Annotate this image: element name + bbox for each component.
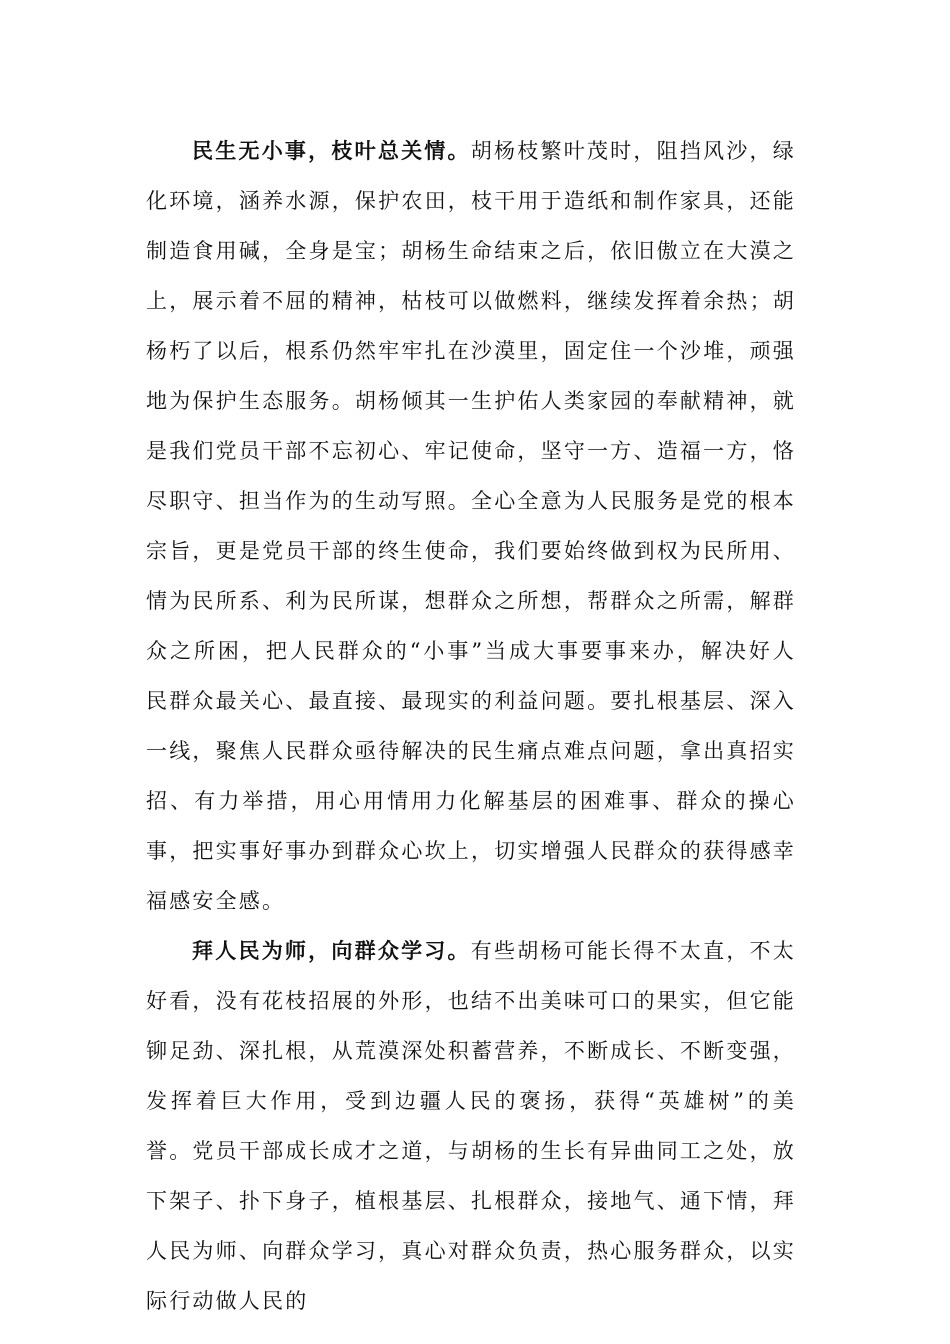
document-body <box>146 126 796 1326</box>
paragraph-text: 胡杨枝繁叶茂时，阻挡风沙，绿化环境，涵养水源，保护农田，枝干用于造纸和制作家具，还能制造食用碱，全身是宝；胡杨生命结束之后，依旧傲立在大漠之上，展示着不屈的精神，枯枝可以做燃料，继续发挥着余热；胡杨朽了以后，根系仍然牢牢扎在沙漠里，固定住一个沙堆，顽强地为保护生态服务。胡杨倾其一生护佑人类家园的奉献精神，就是我们党员干部不忘初心、牢记使命，坚守一方、造福一方，恪尽职守、担当作为的生动写照。全心全意为人民服务是党的根本宗旨，更是党员干部的终生使命，我们要始终做到权为民所用、情为民所系、利为民所谋，想群众之所想，帮群众之所需，解群众之所困，把人民群众的“小事”当成大事要事来办，解决好人民群众最关心、最直接、最现实的利益问题。要扎根基层、深入一线，聚焦人民群众亟待解决的民生痛点难点问题，拿出真招实招、有力举措，用心用情用力化解基层的困难事、群众的操心事，把实事好事办到群众心坎上，切实增强人民群众的获得感幸福感安全感。 <box>146 139 796 913</box>
paragraph-heading: 拜人民为师，向群众学习。 <box>192 938 471 963</box>
paragraph-text: 有些胡杨可能长得不太直，不太好看，没有花枝招展的外形，也结不出美味可口的果实，但它能铆足劲、深扎根，从荒漠深处积蓄营养，不断成长、不断变强，发挥着巨大作用，受到边疆人民的褒扬，获得“英雄树”的美誉。党员干部成长成才之道，与胡杨的生长有异曲同工之处，放下架子、扑下身子，植根基层、扎根群众，接地气、通下情，拜人民为师、向群众学习，真心对群众负责，热心服务群众，以实际行动做人民的 <box>146 939 796 1313</box>
paragraph-learn-from-people <box>146 926 796 1326</box>
paragraph-heading: 民生无小事，枝叶总关情。 <box>192 138 471 163</box>
paragraph-livelihood <box>146 126 796 926</box>
